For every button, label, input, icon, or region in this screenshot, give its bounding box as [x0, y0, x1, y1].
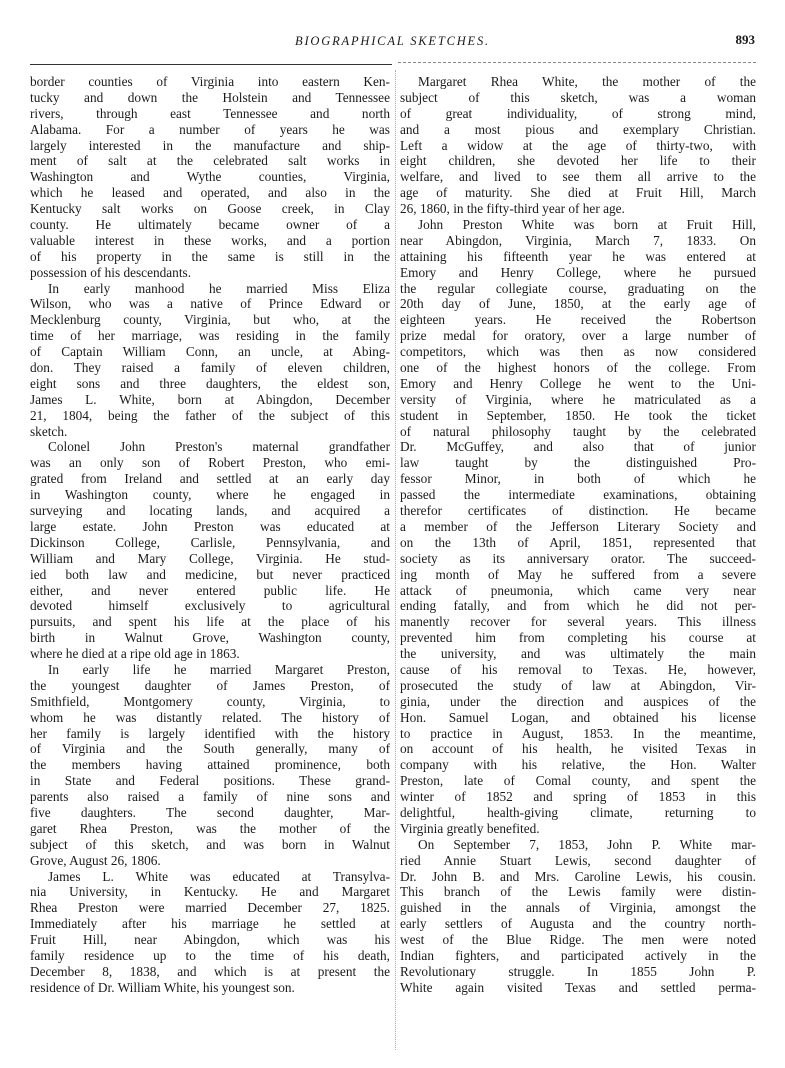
text-line: prevented him from completing his course at [400, 630, 756, 646]
text-line: Rhea Preston were married December 27, 1825. [30, 900, 390, 916]
text-line: five daughters. The second daughter, Mar- [30, 804, 390, 820]
text-line: of Captain William Conn, an uncle, at Abing- [30, 344, 390, 360]
text-line: Mecklenburg county, Virginia, but who, at the [30, 312, 390, 328]
text-line: guished in the annals of Virginia, amongst the [400, 900, 756, 916]
text-line: delightful, health-giving climate, returning to [400, 804, 756, 820]
text-line: parents also raised a family of nine sons and [30, 789, 390, 805]
text-line: passed the intermediate examinations, obtaining [400, 487, 756, 503]
text-line: company with his relative, the Hon. Walter [400, 757, 756, 773]
text-line: county. He ultimately became owner of a [30, 217, 390, 233]
text-line: the university, and was ultimately the main [400, 646, 756, 662]
text-line: on the 13th of April, 1851, represented that [400, 534, 756, 550]
text-line: possession of his descendants. [30, 264, 192, 280]
text-line: tucky and down the Holstein and Tennessee [30, 89, 390, 105]
text-line: Indian fighters, and participated actively in the [400, 947, 756, 963]
text-line: the members having attained prominence, both [30, 757, 390, 773]
text-line: to practice in August, 1853. In the meantime, [400, 725, 756, 741]
text-line: don. They raised a family of eleven children, [30, 360, 390, 376]
text-line: eight children, she devoted her life to their [400, 153, 756, 169]
text-line: Dickinson College, Carlisle, Pennsylvania, and [30, 534, 390, 550]
text-line: In early manhood he married Miss Eliza [48, 280, 390, 296]
text-line: cause of his removal to Texas. He, however, [400, 661, 756, 677]
text-line: ing month of May he suffered from a severe [400, 566, 756, 582]
text-line: whom he was distantly related. The history of [30, 709, 390, 725]
text-line: border counties of Virginia into eastern Ken- [30, 74, 390, 89]
text-line: competitors, which was then as now considered [400, 344, 756, 360]
text-line: age of maturity. She died at Fruit Hill, March [400, 185, 756, 201]
text-line: largely interested in the manufacture and ship- [30, 137, 390, 153]
text-line: rivers, through east Tennessee and north [30, 105, 390, 121]
text-line: 20th day of June, 1850, at the early age of [400, 296, 756, 312]
header-rule-left [30, 64, 392, 65]
text-line: time of her marriage, was residing in the family [30, 328, 390, 344]
text-line: in State and Federal positions. These grand- [30, 773, 390, 789]
text-line: White again visited Texas and settled perma- [400, 979, 756, 995]
text-line: the youngest daughter of James Preston, of [30, 677, 390, 693]
text-line: devoted himself exclusively to agricultural [30, 598, 390, 614]
text-line: nia University, in Kentucky. He and Margaret [30, 884, 390, 900]
text-line: birth in Walnut Grove, Washington county, [30, 630, 390, 646]
text-line: one of the highest honors of the college. From [400, 360, 756, 376]
text-line: ending fatally, and from which he did not per- [400, 598, 756, 614]
text-line: and a most pious and exemplary Christian. [400, 121, 756, 137]
text-line: subject of this sketch, and was born in Walnut [30, 836, 390, 852]
text-line: Left a widow at the age of thirty-two, with [400, 137, 756, 153]
text-line: a member of the Jefferson Literary Society and [400, 518, 756, 534]
text-line: society as its anniversary orator. The succeed- [400, 550, 756, 566]
text-line: grated from Ireland and settled at an early day [30, 471, 390, 487]
text-line: Dr. John B. and Mrs. Caroline Lewis, his cousin. [400, 868, 756, 884]
text-line: James L. White was educated at Transylva- [48, 868, 390, 884]
text-line: student in September, 1850. He took the ticket [400, 407, 756, 423]
text-line: 26, 1860, in the fifty-third year of her age. [400, 201, 625, 217]
text-line: eight sons and three daughters, the eldest son, [30, 375, 390, 391]
text-line: of Virginia and the South generally, many of [30, 741, 390, 757]
text-line: her family is largely identified with the history [30, 725, 390, 741]
text-line: James L. White, born at Abingdon, December [30, 391, 390, 407]
text-line: This branch of the Lewis family were distin- [400, 884, 756, 900]
text-line: either, and never entered public life. He [30, 582, 390, 598]
left-column [30, 74, 390, 996]
text-line: Colonel John Preston's maternal grandfather [48, 439, 390, 455]
text-line: Washington and Wythe counties, Virginia, [30, 169, 390, 185]
text-line: attaining his fifteenth year he was entered at [400, 248, 756, 264]
text-line: subject of this sketch, was a woman [400, 89, 756, 105]
text-line: Revolutionary struggle. In 1855 John P. [400, 963, 756, 979]
page-number: 893 [735, 32, 755, 47]
text-line: Virginia greatly benefited. [400, 820, 540, 836]
text-line: ment of salt at the celebrated salt works in [30, 153, 390, 169]
text-line: Preston, late of Comal county, and spent the [400, 773, 756, 789]
text-line: garet Rhea Preston, was the mother of the [30, 820, 390, 836]
text-line: on account of his health, he visited Texas in [400, 741, 756, 757]
text-line: Emory and Henry College, where he pursued [400, 264, 756, 280]
text-line: of natural philosophy taught by the celebrated [400, 423, 756, 439]
text-line: Kentucky salt works on Goose creek, in Clay [30, 201, 390, 217]
header-rule-right [398, 62, 756, 63]
text-line: the regular collegiate course, graduating on the [400, 280, 756, 296]
text-line: ginia, under the direction and auspices of the [400, 693, 756, 709]
text-line: winter of 1852 and spring of 1853 in this [400, 789, 756, 805]
text-line: Emory and Henry College he went to the Uni- [400, 375, 756, 391]
text-line: Dr. McGuffey, and also that of junior [400, 439, 756, 455]
text-line: Grove, August 26, 1806. [30, 852, 161, 868]
text-line: residence of Dr. William White, his youngest son. [30, 979, 295, 995]
text-line: surveying and locating lands, and acquired a [30, 503, 390, 519]
text-line: John Preston White was born at Fruit Hill, [418, 217, 756, 233]
text-line: attack of pneumonia, which came very near [400, 582, 756, 598]
text-line: fessor Minor, in both of which he [400, 471, 756, 487]
text-line: law taught by the distinguished Pro- [400, 455, 756, 471]
text-line: In early life he married Margaret Preston, [48, 661, 390, 677]
text-line: December 8, 1838, and which is at present the [30, 963, 390, 979]
text-line: manently recover for several years. This illness [400, 614, 756, 630]
text-line: family residence up to the time of his death, [30, 947, 390, 963]
column-divider [395, 70, 396, 1050]
text-line: Fruit Hill, near Abingdon, which was his [30, 932, 390, 948]
text-line: On September 7, 1853, John P. White mar- [418, 836, 756, 852]
text-line: Immediately after his marriage he settled at [30, 916, 390, 932]
text-line: prosecuted the study of law at Abingdon, Vir- [400, 677, 756, 693]
text-line: eighteen years. He received the Robertson [400, 312, 756, 328]
text-line: Wilson, who was a native of Prince Edward or [30, 296, 390, 312]
page-title: BIOGRAPHICAL SKETCHES. [295, 34, 490, 48]
text-line: where he died at a ripe old age in 1863. [30, 646, 240, 662]
text-line: therefor certificates of distinction. He became [400, 503, 756, 519]
text-line: which he leased and operated, and also in the [30, 185, 390, 201]
text-line: west of the Blue Ridge. The men were noted [400, 932, 756, 948]
text-line: early settlers of Augusta and the country north- [400, 916, 756, 932]
text-line: sketch. [30, 423, 68, 439]
text-line: Hon. Samuel Logan, and obtained his license [400, 709, 756, 725]
text-line: Margaret Rhea White, the mother of the [418, 74, 756, 89]
text-line: valuable interest in these works, and a portion [30, 232, 390, 248]
text-line: welfare, and lived to see them all arrive to the [400, 169, 756, 185]
text-line: pursuits, and spent his life at the place of his [30, 614, 390, 630]
text-line: ied both law and medicine, but never practiced [30, 566, 390, 582]
text-line: versity of Virginia, where he matriculated as a [400, 391, 756, 407]
text-line: was an only son of Robert Preston, who emi- [30, 455, 390, 471]
text-line: near Abingdon, Virginia, March 7, 1833. On [400, 232, 756, 248]
text-line: of his property in the same is still in the [30, 248, 390, 264]
text-line: William and Mary College, Virginia. He stud- [30, 550, 390, 566]
text-line: large estate. John Preston was educated at [30, 518, 390, 534]
text-line: Alabama. For a number of years he was [30, 121, 390, 137]
text-line: of great individuality, of strong mind, [400, 105, 756, 121]
text-line: ried Annie Stuart Lewis, second daughter of [400, 852, 756, 868]
text-line: Smithfield, Montgomery county, Virginia, to [30, 693, 390, 709]
running-header [30, 34, 755, 52]
right-column [400, 74, 756, 996]
text-line: prize medal for oratory, over a large number of [400, 328, 756, 344]
text-line: 21, 1804, being the father of the subject of this [30, 407, 390, 423]
text-line: in Washington county, where he engaged in [30, 487, 390, 503]
